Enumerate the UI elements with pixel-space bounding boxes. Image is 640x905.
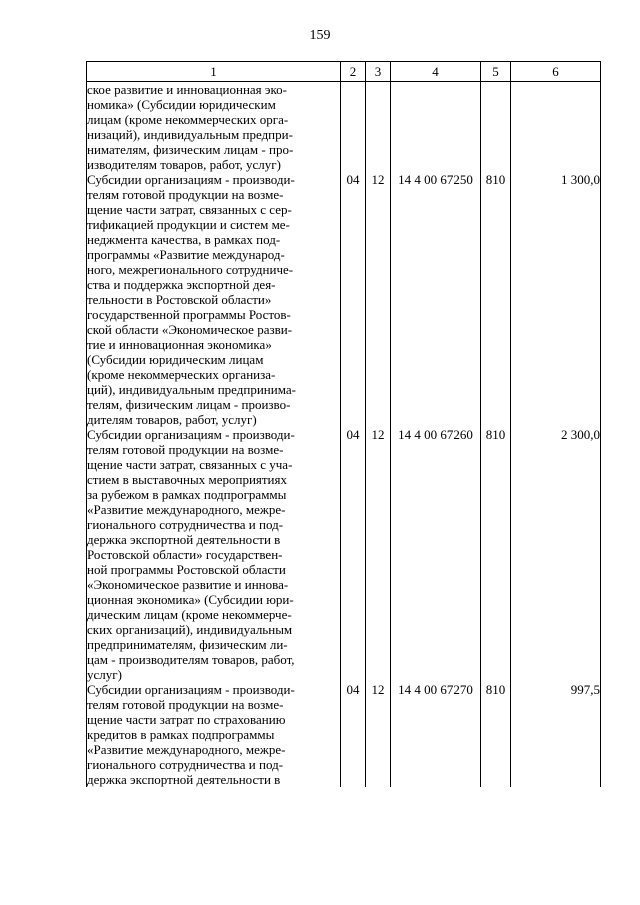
continuation-text: ское развитие и инновационная эко- номика» (Субсидии юридическим лицам (кроме некоммерческих орга- низаций), индивидуальным предпри- нимателям, физическим лицам - про- изводителям товаров, работ, услуг) xyxy=(87,82,294,172)
budget-table xyxy=(86,61,601,787)
row-name: Субсидии организациям - производи- телям готовой продукции на возме- щение части затрат по страхованию кредитов в рамках подпрограммы «Развитие международного, межре- гионального сотрудничества и под- держка экспортной деятельности в xyxy=(87,682,295,787)
row-name: Субсидии организациям - производи- телям готовой продукции на возме- щение части затрат, связанных с сер- тификацией продукции и систем ме- неджмента качества, в рамках под- программы «Развитие международ- ного, межрегионального сотрудниче- ства и поддержка экспортной дея- тельности в Ростовской области» государственной программы Ростов- ской области «Экономическое разви- тие и инновационная экономика» (Субсидии юридическим лицам (кроме некоммерческих организа- ций), индивидуальным предпринима- телям, физическим лицам - произво- дителям товаров, работ, услуг) xyxy=(87,172,296,427)
row-vr: 810 xyxy=(481,172,511,427)
row-csr: 14 4 00 67250 xyxy=(391,172,481,427)
row-pr: 12 xyxy=(366,427,391,682)
header-col-1: 1 xyxy=(87,62,341,82)
row-vr: 810 xyxy=(481,427,511,682)
row-rz: 04 xyxy=(341,172,366,427)
table-row xyxy=(87,427,601,682)
row-name: Субсидии организациям - производи- телям готовой продукции на возме- щение части затрат, связанных с уча- стием в выставочных мероприятиях за рубежом в рамках подпрограммы «Развитие международного, межре- гионального сотрудничества и под- держка экспортной деятельности в Ростовской области» государствен- ной программы Ростовской области «Экономическое развитие и иннова- ционная экономика» (Субсидии юри- дическим лицам (кроме некоммерче- ских организаций), индивидуальным предпринимателям, физическим ли- цам - производителям товаров, работ, услуг) xyxy=(87,427,295,682)
table-row xyxy=(87,682,601,787)
row-pr: 12 xyxy=(366,682,391,787)
header-col-2: 2 xyxy=(341,62,366,82)
row-pr: 12 xyxy=(366,172,391,427)
table-row xyxy=(87,172,601,427)
header-row xyxy=(87,62,601,82)
row-csr: 14 4 00 67260 xyxy=(391,427,481,682)
row-sum: 997,5 xyxy=(511,682,601,787)
header-col-5: 5 xyxy=(481,62,511,82)
page-number: 159 xyxy=(309,28,331,43)
header-col-6: 6 xyxy=(511,62,601,82)
row-sum: 2 300,0 xyxy=(511,427,601,682)
row-rz: 04 xyxy=(341,682,366,787)
header-col-4: 4 xyxy=(391,62,481,82)
row-csr: 14 4 00 67270 xyxy=(391,682,481,787)
row-rz: 04 xyxy=(341,427,366,682)
continuation-row xyxy=(87,82,601,173)
row-vr: 810 xyxy=(481,682,511,787)
header-col-3: 3 xyxy=(366,62,391,82)
row-sum: 1 300,0 xyxy=(511,172,601,427)
